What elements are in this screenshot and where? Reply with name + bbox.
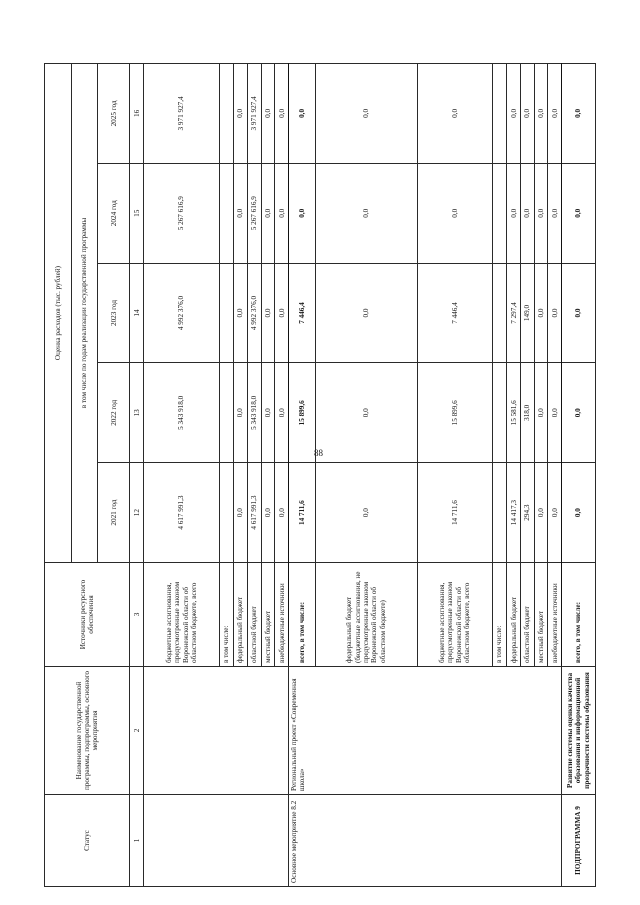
value-cell: 0,0	[315, 263, 417, 363]
page-number: 88	[314, 448, 323, 458]
year-header: 2022 год	[98, 363, 130, 463]
value-cell: 0,0	[234, 463, 248, 563]
value-cell: 0,0	[417, 64, 492, 164]
value-cell: 0,0	[234, 263, 248, 363]
year-header: 2025 год	[98, 64, 130, 164]
value-cell: 7 297,4	[507, 263, 521, 363]
year-header: 2024 год	[98, 163, 130, 263]
value-cell	[219, 163, 234, 263]
value-cell: 0,0	[521, 64, 535, 164]
value-cell: 0,0	[234, 363, 248, 463]
source-cell: местный бюджет	[261, 563, 275, 667]
source-cell: бюджетные ассигнования, предусмотренные законом Воронежской области об областном бюджете, всего	[417, 563, 492, 667]
value-cell: 0,0	[548, 163, 562, 263]
value-cell: 0,0	[288, 64, 315, 164]
value-cell	[492, 363, 507, 463]
value-cell: 0,0	[261, 363, 275, 463]
value-cell: 5 267 616,9	[247, 163, 261, 263]
value-cell: 0,0	[275, 463, 289, 563]
value-cell: 0,0	[548, 64, 562, 164]
year-header: 2021 год	[98, 463, 130, 563]
status-header: Статус	[45, 795, 130, 887]
value-cell: 0,0	[234, 64, 248, 164]
value-cell: 5 267 616,9	[144, 163, 219, 263]
source-cell: всего, в том числе:	[562, 563, 596, 667]
source-cell: всего, в том числе:	[288, 563, 315, 667]
col-number: 13	[129, 363, 144, 463]
value-cell: 294,3	[521, 463, 535, 563]
status-cell: ПОДПРОГРАММА 9	[562, 795, 596, 887]
value-cell: 0,0	[562, 363, 596, 463]
source-cell: в том числе:	[492, 563, 507, 667]
value-cell: 4 992 376,0	[247, 263, 261, 363]
value-cell: 0,0	[261, 163, 275, 263]
value-cell: 0,0	[261, 64, 275, 164]
value-cell: 0,0	[275, 64, 289, 164]
value-cell	[492, 64, 507, 164]
value-cell: 7 446,4	[417, 263, 492, 363]
value-cell: 15 899,6	[288, 363, 315, 463]
value-cell: 0,0	[261, 463, 275, 563]
value-cell: 5 343 918,0	[247, 363, 261, 463]
value-cell	[219, 363, 234, 463]
value-cell: 14 711,6	[288, 463, 315, 563]
value-cell: 0,0	[562, 163, 596, 263]
value-cell: 0,0	[275, 263, 289, 363]
source-cell: внебюджетные источники	[275, 563, 289, 667]
value-cell: 0,0	[507, 163, 521, 263]
name-cell: Региональный проект «Современная школа»	[288, 667, 561, 795]
value-cell: 0,0	[315, 163, 417, 263]
col-number: 2	[129, 667, 144, 795]
name-cell: Развитие системы оценки качества образования и информационной прозрачности системы образования	[562, 667, 596, 795]
value-cell: 15 899,6	[417, 363, 492, 463]
value-cell: 0,0	[234, 163, 248, 263]
col-number: 14	[129, 263, 144, 363]
table-row	[562, 64, 596, 887]
value-cell: 0,0	[315, 363, 417, 463]
source-cell: областной бюджет	[247, 563, 261, 667]
value-cell: 318,0	[521, 363, 535, 463]
value-cell	[492, 463, 507, 563]
value-cell: 0,0	[275, 163, 289, 263]
value-cell: 14 417,3	[507, 463, 521, 563]
value-cell: 3 971 927,4	[144, 64, 219, 164]
value-cell: 4 992 376,0	[144, 263, 219, 363]
value-cell: 0,0	[534, 363, 548, 463]
value-cell: 0,0	[534, 163, 548, 263]
source-header: Источники ресурсного обеспечения	[45, 563, 130, 667]
value-cell: 0,0	[562, 263, 596, 363]
source-cell: внебюджетные источники	[548, 563, 562, 667]
name-cell	[144, 667, 289, 795]
rotated-page	[44, 63, 596, 887]
table-row	[288, 64, 315, 887]
value-cell: 4 617 991,3	[144, 463, 219, 563]
value-cell	[219, 64, 234, 164]
name-header: Наименование государственной программы, подпрограммы, основного мероприятия	[45, 667, 130, 795]
value-cell	[492, 163, 507, 263]
status-cell	[144, 795, 289, 887]
value-cell: 0,0	[315, 463, 417, 563]
value-cell: 0,0	[261, 263, 275, 363]
value-cell: 0,0	[275, 363, 289, 463]
value-cell: 14 711,6	[417, 463, 492, 563]
value-cell: 0,0	[507, 64, 521, 164]
col-number: 15	[129, 163, 144, 263]
value-cell: 149,0	[521, 263, 535, 363]
source-cell: в том числе:	[219, 563, 234, 667]
value-cell	[492, 263, 507, 363]
col-number: 1	[129, 795, 144, 887]
budget-table	[44, 63, 596, 887]
value-cell: 0,0	[534, 263, 548, 363]
source-cell: федеральный бюджет	[507, 563, 521, 667]
source-cell: бюджетные ассигнования, предусмотренные законом Воронежской области об областном бюджете, всего	[144, 563, 219, 667]
value-cell: 4 617 991,3	[247, 463, 261, 563]
source-cell: федеральный бюджет (бюджетные ассигнования, не предусмотренные законом Воронежской области об областном бюджете)	[315, 563, 417, 667]
value-cell: 0,0	[562, 64, 596, 164]
estimate-header: Оценка расходов (тыс. рублей)	[45, 64, 72, 563]
value-cell	[219, 463, 234, 563]
value-cell: 0,0	[417, 163, 492, 263]
value-cell: 0,0	[548, 463, 562, 563]
source-cell: областной бюджет	[521, 563, 535, 667]
value-cell: 0,0	[521, 163, 535, 263]
value-cell: 0,0	[562, 463, 596, 563]
value-cell: 5 343 918,0	[144, 363, 219, 463]
col-number: 16	[129, 64, 144, 164]
value-cell: 7 446,4	[288, 263, 315, 363]
col-number: 3	[129, 563, 144, 667]
value-cell: 0,0	[548, 363, 562, 463]
source-cell: местный бюджет	[534, 563, 548, 667]
by-years-header: в том числе по годам реализации государственной программы	[71, 64, 98, 563]
value-cell: 0,0	[534, 64, 548, 164]
table-row	[144, 64, 219, 887]
source-cell: федеральный бюджет	[234, 563, 248, 667]
value-cell: 3 971 927,4	[247, 64, 261, 164]
status-cell: Основное мероприятие 8.2	[288, 795, 561, 887]
value-cell	[219, 263, 234, 363]
value-cell: 0,0	[315, 64, 417, 164]
value-cell: 0,0	[288, 163, 315, 263]
col-number: 12	[129, 463, 144, 563]
value-cell: 0,0	[534, 463, 548, 563]
value-cell: 0,0	[548, 263, 562, 363]
value-cell: 15 581,6	[507, 363, 521, 463]
year-header: 2023 год	[98, 263, 130, 363]
